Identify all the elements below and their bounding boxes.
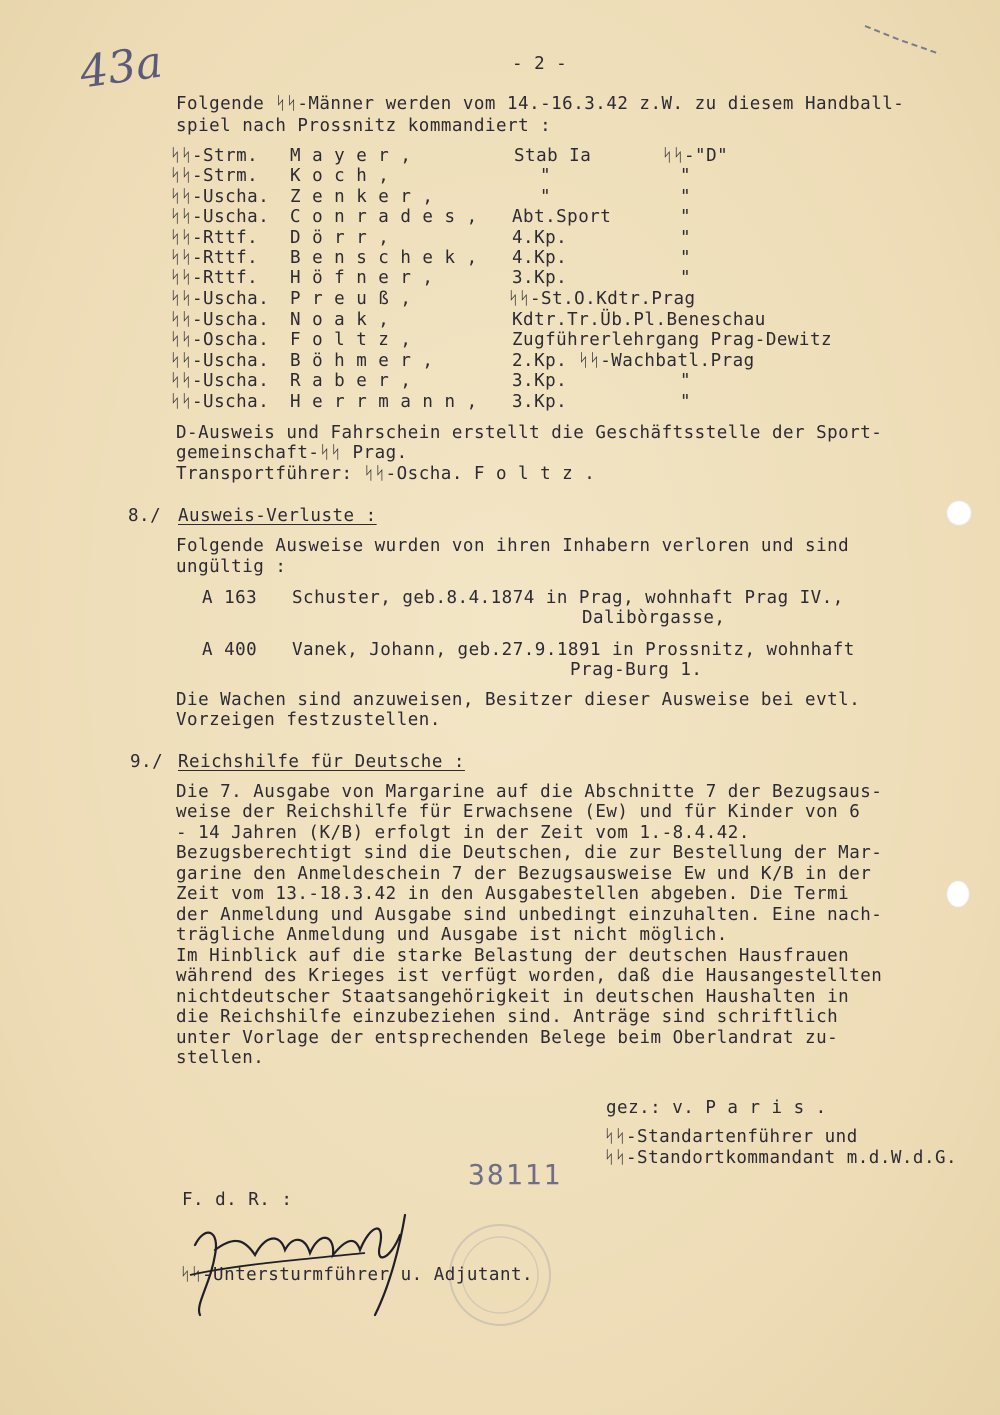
punch-hole — [946, 880, 970, 908]
corner-pencil-mark — [860, 18, 950, 58]
adjutant-title: ᛋᛋ-Untersturmführer u. Adjutant. — [180, 1265, 534, 1285]
roster-extra: " — [680, 228, 692, 248]
section-9-title: Reichshilfe für Deutsche : — [178, 752, 465, 772]
roster-rank: ᛋᛋ-Uscha. — [170, 371, 270, 391]
roster-name: D ö r r , — [290, 228, 390, 248]
roster-unit: " — [540, 187, 552, 207]
roster-name: H e r r m a n n , — [290, 392, 478, 412]
handball-note-line-2: gemeinschaft-ᛋᛋ Prag. — [176, 443, 408, 463]
roster-name: K o c h , — [290, 166, 390, 186]
roster-extra: " — [680, 207, 692, 227]
transport-leader: Transportführer: ᛋᛋ-Oscha. F o l t z . — [176, 464, 596, 484]
roster-rank: ᛋᛋ-Rttf. — [170, 248, 259, 268]
roster-unit: Zugführerlehrgang Prag-Dewitz — [512, 330, 833, 350]
roster-rank: ᛋᛋ-Strm. — [170, 166, 259, 186]
roster-rank: ᛋᛋ-Uscha. — [170, 289, 270, 309]
roster-rank: ᛋᛋ-Oscha. — [170, 330, 270, 350]
roster-extra: " — [680, 166, 692, 186]
roster-name: N o a k , — [290, 310, 390, 330]
fdr-label: F. d. R. : — [182, 1190, 293, 1210]
archive-stamp-number: 38111 — [468, 1158, 563, 1191]
lost-id-number: A 163 — [202, 588, 258, 608]
roster-name: C o n r a d e s , — [290, 207, 478, 227]
section-9-line: - 14 Jahren (K/B) erfolgt in der Zeit vom 1.-8.4.42. — [176, 823, 750, 843]
section-9-line: unter Vorlage der entsprechenden Belege beim Oberlandrat zu- — [176, 1028, 839, 1048]
section-9-line: weise der Reichshilfe für Erwachsene (Ew) und für Kinder von 6 — [176, 802, 861, 822]
lost-id-holder-cont: Dalibòrgasse, — [582, 608, 726, 628]
roster-rank: ᛋᛋ-Uscha. — [170, 310, 270, 330]
roster-name: H ö f n e r , — [290, 268, 434, 288]
roster-rank: ᛋᛋ-Uscha. — [170, 351, 270, 371]
roster-unit: 2.Kp. ᛋᛋ-Wachbatl.Prag — [512, 351, 755, 371]
signed-by: gez.: v. P a r i s . — [606, 1098, 827, 1118]
signer-title-2: ᛋᛋ-Standortkommandant m.d.W.d.G. — [604, 1148, 958, 1168]
section-9-line: trägliche Anmeldung und Ausgabe ist nicht möglich. — [176, 925, 728, 945]
handball-note-line-1: D-Ausweis und Fahrschein erstellt die Geschäftsstelle der Sport- — [176, 423, 883, 443]
roster-extra: " — [680, 371, 692, 391]
section-9-line: Die 7. Ausgabe von Margarine auf die Abschnitte 7 der Bezugsaus- — [176, 782, 883, 802]
roster-unit: Stab Ia — [514, 146, 592, 166]
roster-rank: ᛋᛋ-Rttf. — [170, 268, 259, 288]
roster-name: Z e n k e r , — [290, 187, 434, 207]
roster-unit: Kdtr.Tr.Üb.Pl.Beneschau — [512, 310, 766, 330]
lost-id-holder-cont: Prag-Burg 1. — [570, 660, 703, 680]
roster-rank: ᛋᛋ-Uscha. — [170, 207, 270, 227]
roster-name: R a b e r , — [290, 371, 412, 391]
roster-rank: ᛋᛋ-Strm. — [170, 146, 259, 166]
signer-title-1: ᛋᛋ-Standartenführer und — [604, 1127, 858, 1147]
roster-unit: 4.Kp. — [512, 228, 568, 248]
section-9-line: während des Krieges ist verfügt worden, daß die Hausangestellten — [176, 966, 883, 986]
roster-name: M a y e r , — [290, 146, 412, 166]
punch-hole — [946, 500, 972, 526]
section-8-title: Ausweis-Verluste : — [178, 506, 377, 526]
roster-unit: ᛋᛋ-St.O.Kdtr.Prag — [508, 289, 696, 309]
roster-name: B e n s c h e k , — [290, 248, 478, 268]
roster-extra: " — [680, 392, 692, 412]
section-8-closing-2: Vorzeigen festzustellen. — [176, 710, 441, 730]
roster-extra: ᛋᛋ-"D" — [662, 146, 729, 166]
roster-name: P r e u ß , — [290, 289, 412, 309]
roster-extra: " — [680, 187, 692, 207]
roster-unit: 4.Kp. — [512, 248, 568, 268]
roster-unit: " — [540, 166, 552, 186]
roster-unit: 3.Kp. — [512, 392, 568, 412]
roster-unit: Abt.Sport — [512, 207, 612, 227]
section-8-closing-1: Die Wachen sind anzuweisen, Besitzer dieser Ausweise bei evtl. — [176, 690, 861, 710]
lost-id-holder: Vanek, Johann, geb.27.9.1891 in Prossnitz, wohnhaft — [292, 640, 855, 660]
roster-unit: 3.Kp. — [512, 268, 568, 288]
section-9-line: stellen. — [176, 1048, 265, 1068]
page-number: - 2 - — [512, 54, 568, 74]
lost-id-number: A 400 — [202, 640, 258, 660]
section-9-line: Bezugsberechtigt sind die Deutschen, die zur Bestellung der Mar- — [176, 843, 883, 863]
margin-handwritten-note: 43a — [76, 36, 166, 99]
section-9-line: die Reichshilfe einzubeziehen sind. Anträge sind schriftlich — [176, 1007, 839, 1027]
roster-extra: " — [680, 268, 692, 288]
roster-name: B ö h m e r , — [290, 351, 434, 371]
roster-extra: " — [680, 248, 692, 268]
roster-rank: ᛋᛋ-Rttf. — [170, 228, 259, 248]
section-9-line: nichtdeutscher Staatsangehörigkeit in deutschen Haushalten in — [176, 987, 850, 1007]
section-8-number: 8./ — [128, 506, 162, 526]
handball-intro-line-2: spiel nach Prossnitz kommandiert : — [176, 116, 552, 136]
roster-name: F o l t z , — [290, 330, 412, 350]
section-8-line-2: ungültig : — [176, 557, 287, 577]
roster-rank: ᛋᛋ-Uscha. — [170, 187, 270, 207]
roster-unit: 3.Kp. — [512, 371, 568, 391]
roster-rank: ᛋᛋ-Uscha. — [170, 392, 270, 412]
section-9-line: der Anmeldung und Ausgabe sind unbedingt einzuhalten. Eine nach- — [176, 905, 883, 925]
section-9-line: garine den Anmeldeschein 7 der Bezugsausweise Ew und K/B in der — [176, 864, 872, 884]
section-9-line: Zeit vom 13.-18.3.42 in den Ausgabestellen abgeben. Die Termi — [176, 884, 850, 904]
section-9-line: Im Hinblick auf die starke Belastung der deutschen Hausfrauen — [176, 946, 850, 966]
handball-intro-line-1: Folgende ᛋᛋ-Männer werden vom 14.-16.3.42 z.W. zu diesem Handball- — [176, 94, 905, 114]
lost-id-holder: Schuster, geb.8.4.1874 in Prag, wohnhaft Prag IV., — [292, 588, 844, 608]
section-9-number: 9./ — [130, 752, 164, 772]
section-8-line-1: Folgende Ausweise wurden von ihren Inhabern verloren und sind — [176, 536, 850, 556]
